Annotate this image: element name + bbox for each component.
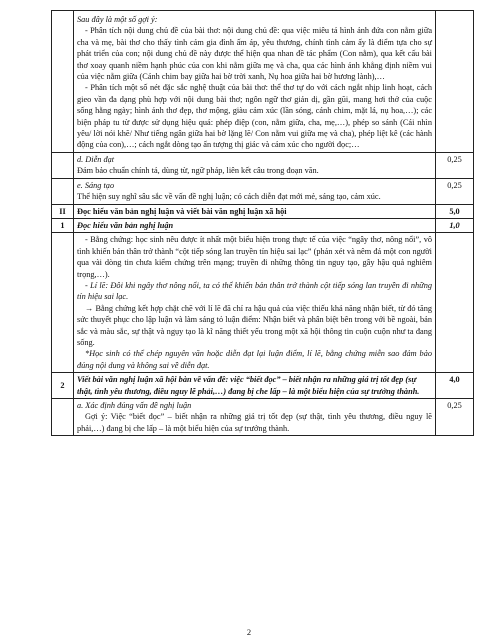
table-row	[52, 233, 474, 373]
question-title: Viết bài văn nghị luận xã hội bàn về vấn đề: việc “biết đọc” – biết nhận ra những giá trị tốt đẹp (sự thật, tình yêu thương, điều nguy lẽ phải,…) đang bị che lấp – là một biểu hiện của sự trưởng thành.	[74, 373, 436, 399]
answer-cell	[74, 233, 436, 373]
part-number: II	[52, 204, 74, 218]
table-row	[52, 178, 474, 204]
table-row	[52, 152, 474, 178]
score-cell: 0,25	[436, 178, 474, 204]
table-row	[52, 204, 474, 218]
score-cell: 0,25	[436, 399, 474, 436]
score-cell: 1,0	[436, 218, 474, 232]
score-cell: 5,0	[436, 204, 474, 218]
score-cell: 0,25	[436, 152, 474, 178]
answer-conclusion: → Bằng chứng kết hợp chặt chẽ với lí lẽ đã chỉ ra hậu quả của việc thiếu khả năng nhận biết, từ đó tăng sức thuyết phục cho lập luận và làm sáng tỏ luận điểm: Nhận biết và phân biệt bên trong với bề ngoài, bản sắc và màu sắc, sự thật và ngụy tạo là kĩ năng thiết yếu trong một xã hội thông tin cuộn cuộn như ta đang sống.	[77, 303, 432, 347]
criterion-text: Gợi ý: Việc “biết đọc” – biết nhận ra những giá trị tốt đẹp (sự thật, tình yêu thương, điều nguy lẽ phải,…) đang bị che lấp – là một biểu hiện của sự trưởng thành.	[77, 412, 432, 433]
table-row	[52, 11, 474, 153]
question-number: 2	[52, 373, 74, 399]
table-row	[52, 373, 474, 399]
suggestion-art: - Phân tích một số nét đặc sắc nghệ thuật của bài thơ: thể thơ tự do với cách ngắt nhịp linh hoạt, cách gieo vần đa dạng phù hợp với nội dung bài thơ; ngôn ngữ thơ giản dị, gần gũi, mang hơi thở của cuộc sống hằng ngày; hình ảnh thơ đẹp, thơ mộng, giàu cảm xúc (lần sóng, cánh chim, mặt lá, nụ hoa,…); các biện pháp tu từ được sử dụng hiệu quả: phép điệp (con, nằm giữa, cha, mẹ,…), phép so sánh (Cái nhìn yêu/ lời nói khẽ/ Như tiếng ngân giữa hai bờ lặng lẽ/ Con nằm vui giữa mẹ và cha), phép liệt kê (các hành động của con),…; cách ngắt dòng tạo ấn tượng thị giác và cảm xúc cho người đọc;…	[77, 83, 432, 150]
criterion-title: e. Sáng tạo	[77, 180, 115, 190]
answer-reasoning: - Lí lẽ: Đôi khi ngây thơ nông nổi, ta có thể khiến bản thân trở thành cột tiếp sóng lan truyền đi những tín hiệu sai lạc.	[77, 280, 432, 302]
question-number: 1	[52, 218, 74, 232]
suggestion-content: - Phân tích nội dung chủ đề của bài thơ: nội dung chủ đề: qua việc miêu tả hình ảnh đứa con nằm giữa cha và mẹ, bài thơ cho thấy tình cảm gia đình ấm áp, yêu thương, chính tình cảm ấy là điểm tựa cho sự phát triển của con; nội dung chủ đề này được thể hiện qua nhan đề tác phẩm (Con nằm), qua kết cấu bài thơ xoay quanh niềm hạnh phúc của con khi nằm giữa mẹ và cha, qua các hình ảnh khẳng định niềm vui của việc nằm giữa (Cánh chim bay giữa hai bờ trời xanh, Nụ hoa giữa hai bờ hương lành),…	[77, 26, 432, 82]
question-title: Đọc hiểu văn bản nghị luận	[74, 218, 436, 232]
page-number: 2	[246, 627, 252, 637]
scoring-table	[51, 10, 474, 436]
table-row	[52, 218, 474, 232]
criterion-text: Đảm bảo chuẩn chính tả, dùng từ, ngữ pháp, liên kết câu trong đoạn văn.	[77, 166, 319, 176]
criterion-title: a. Xác định đúng vấn đề nghị luận	[77, 401, 192, 410]
suggestion-intro: Sau đây là một số gợi ý:	[77, 15, 158, 24]
criterion-text: Thể hiện suy nghĩ sâu sắc về vấn đề nghị luận; có cách diễn đạt mới mẻ, sáng tạo, cảm xúc.	[77, 192, 381, 202]
answer-note: *Học sinh có thể chép nguyên văn hoặc diễn đạt lại luận điểm, lí lẽ, bằng chứng miễn sao đảm bảo đúng nội dung và không sai về diễn đạt.	[77, 349, 432, 370]
suggestion-cell	[74, 11, 436, 153]
part-title: Đọc hiểu văn bản nghị luận và viết bài văn nghị luận xã hội	[74, 204, 436, 218]
score-cell: 4,0	[436, 373, 474, 399]
criterion-title: d. Diễn đạt	[77, 154, 115, 164]
answer-evidence: - Bằng chứng: học sinh nêu được ít nhất một biểu hiện trong thực tế của việc “ngây thơ, nông nổi”, vô tình khiến bản thân trở thành “cột tiếp sóng lan truyền tín hiệu sai lạc” (phản xét và nêm đá một con người qua vài dòng tin chưa kiểm chứng trên mạng; truyền đi những thông tin nguy tạo, gây hậu quả nghiêm trọng,…).	[77, 235, 432, 279]
table-row	[52, 399, 474, 436]
